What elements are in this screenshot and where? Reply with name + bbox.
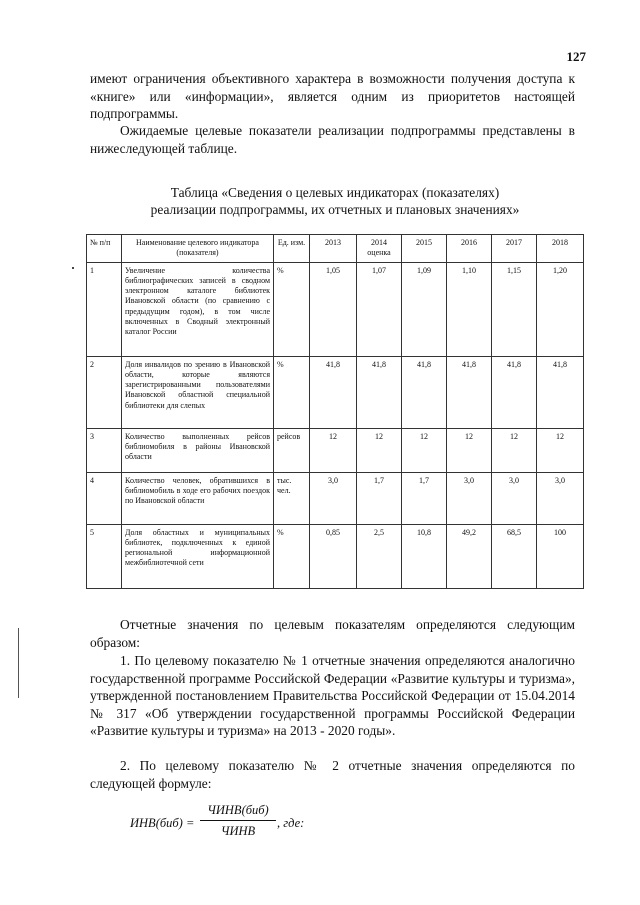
row-value-2018: 100 — [537, 524, 584, 588]
row-unit: тыс. чел. — [274, 472, 310, 524]
table-row — [87, 356, 584, 428]
row-num: 1 — [87, 262, 122, 356]
margin-line — [18, 628, 19, 698]
row-value-2015: 41,8 — [402, 356, 447, 428]
item-2-paragraph: 2. По целевому показателю № 2 отчетные значения определяются по следующей формуле: — [90, 758, 575, 791]
row-value-2016: 12 — [447, 428, 492, 472]
row-unit: % — [274, 524, 310, 588]
row-name: Количество выполненных рейсов библиомобиля в районы Ивановской области — [122, 428, 274, 472]
row-value-2017: 12 — [492, 428, 537, 472]
row-value-2016: 41,8 — [447, 356, 492, 428]
row-value-2016: 49,2 — [447, 524, 492, 588]
header-name: Наименование целевого индикатора (показателя) — [122, 235, 274, 263]
table-row — [87, 262, 584, 356]
item-1-paragraph: 1. По целевому показателю № 1 отчетные значения определяются аналогично государственной программе Российской Федерации «Развитие культуры и туризма», утвержденной постановлением Правительства Российской Федерации от 15.04.2014 № 317 «Об утверждении государственной программы Российской Федерации «Развитие культуры и туризма» на 2013 - 2020 годы». — [90, 653, 575, 738]
row-value-2014: 41,8 — [357, 356, 402, 428]
formula-numerator: ЧИНВ(биб) — [200, 803, 276, 821]
row-value-2013: 0,85 — [310, 524, 357, 588]
header-unit: Ед. изм. — [274, 235, 310, 263]
row-value-2017: 3,0 — [492, 472, 537, 524]
row-value-2014: 2,5 — [357, 524, 402, 588]
row-value-2015: 1,7 — [402, 472, 447, 524]
formula-denominator: ЧИНВ — [220, 824, 256, 838]
formula-tail: , где: — [277, 816, 305, 830]
formula-lhs: ИНВ(биб) = — [130, 816, 195, 830]
header-2016: 2016 — [447, 235, 492, 263]
row-value-2017: 68,5 — [492, 524, 537, 588]
row-value-2013: 41,8 — [310, 356, 357, 428]
row-unit: % — [274, 356, 310, 428]
row-name: Количество человек, обратившихся в библиомобиль в ходе его рабочих поездок по Ивановской области — [122, 472, 274, 524]
header-2013: 2013 — [310, 235, 357, 263]
page-number: 127 — [566, 49, 586, 64]
row-name: Увеличение количества библиографических записей в сводном электронном каталоге библиотек Ивановской области (по сравнению с предыдущим годом), в том числе включенных в Сводный электронный каталог России — [122, 262, 274, 356]
header-2018: 2018 — [537, 235, 584, 263]
table-caption-line-1: Таблица «Сведения о целевых индикаторах (показателях) — [170, 185, 500, 200]
row-value-2015: 10,8 — [402, 524, 447, 588]
row-unit: % — [274, 262, 310, 356]
row-value-2018: 3,0 — [537, 472, 584, 524]
row-num: 5 — [87, 524, 122, 588]
row-num: 4 — [87, 472, 122, 524]
table-row — [87, 428, 584, 472]
row-value-2013: 3,0 — [310, 472, 357, 524]
row-num: 2 — [87, 356, 122, 428]
row-unit: рейсов — [274, 428, 310, 472]
row-value-2013: 1,05 — [310, 262, 357, 356]
scan-speck — [72, 267, 74, 269]
row-value-2016: 1,10 — [447, 262, 492, 356]
row-value-2018: 1,20 — [537, 262, 584, 356]
header-2014: 2014 оценка — [357, 235, 402, 263]
indicators-table — [86, 234, 584, 589]
header-2015: 2015 — [402, 235, 447, 263]
row-value-2017: 41,8 — [492, 356, 537, 428]
expected-indicators-paragraph: Ожидаемые целевые показатели реализации подпрограммы представлены в нижеследующей таблице. — [90, 123, 575, 156]
formula-fraction — [200, 803, 276, 839]
table-header-row — [87, 235, 584, 263]
row-value-2017: 1,15 — [492, 262, 537, 356]
header-num: № п/п — [87, 235, 122, 263]
row-num: 3 — [87, 428, 122, 472]
row-value-2015: 1,09 — [402, 262, 447, 356]
row-name: Доля инвалидов по зрению в Ивановской области, которые являются зарегистрированными пользователями Ивановской областной специальной библиотеки для слепых — [122, 356, 274, 428]
row-value-2014: 1,07 — [357, 262, 402, 356]
table-row — [87, 524, 584, 588]
row-value-2015: 12 — [402, 428, 447, 472]
table-caption — [100, 184, 570, 218]
row-value-2013: 12 — [310, 428, 357, 472]
table-row — [87, 472, 584, 524]
row-value-2014: 12 — [357, 428, 402, 472]
intro-paragraph: имеют ограничения объективного характера в возможности получения доступа к «книге» или «информации», является одним из приоритетов настоящей подпрограммы. — [90, 71, 575, 121]
reporting-intro-paragraph: Отчетные значения по целевым показателям определяются следующим образом: — [90, 617, 575, 650]
row-value-2014: 1,7 — [357, 472, 402, 524]
row-value-2018: 12 — [537, 428, 584, 472]
row-value-2016: 3,0 — [447, 472, 492, 524]
table-caption-line-2: реализации подпрограммы, их отчетных и плановых значениях» — [150, 202, 520, 217]
row-name: Доля областных и муниципальных библиотек, подключенных к единой региональной информационной межбиблиотечной сети — [122, 524, 274, 588]
row-value-2018: 41,8 — [537, 356, 584, 428]
header-2017: 2017 — [492, 235, 537, 263]
